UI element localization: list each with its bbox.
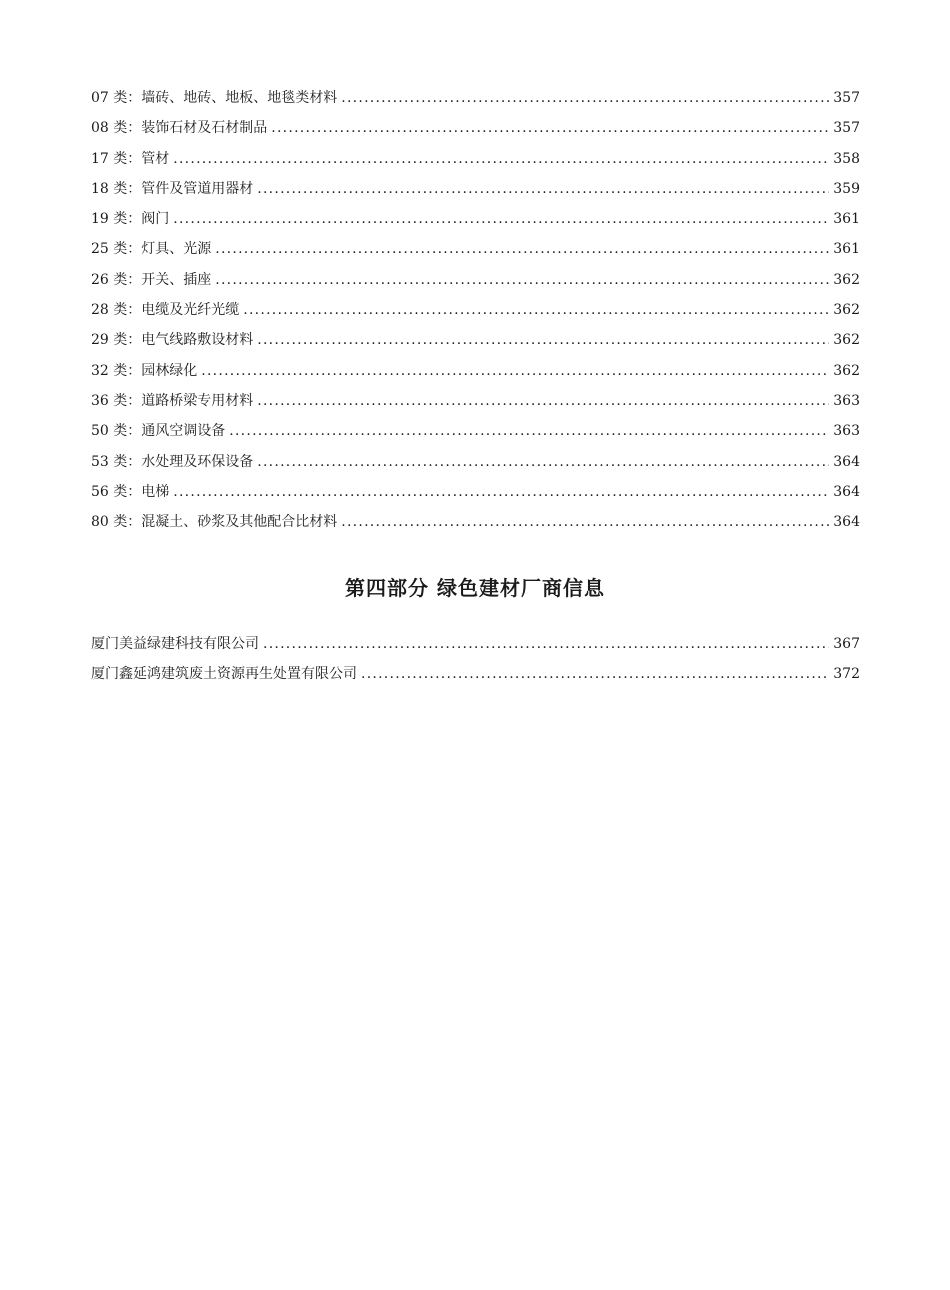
toc-row[interactable] bbox=[91, 116, 860, 146]
dot-leader bbox=[341, 86, 829, 110]
toc-entry-label: 07 类：墙砖、地砖、地板、地毯类材料 bbox=[91, 90, 338, 106]
toc-entry-label: 32 类：园林绿化 bbox=[91, 362, 198, 379]
dot-leader bbox=[173, 480, 829, 504]
toc-page-number: 363 bbox=[833, 423, 860, 440]
toc-entry-label: 08 类：装饰石材及石材制品 bbox=[91, 120, 268, 137]
dot-leader bbox=[215, 237, 829, 261]
toc-page-number: 359 bbox=[833, 180, 860, 197]
toc-row[interactable] bbox=[91, 177, 860, 207]
dot-leader bbox=[257, 389, 829, 413]
toc-entry-label: 80 类：混凝土、砂浆及其他配合比材料 bbox=[91, 514, 338, 531]
dot-leader bbox=[257, 328, 829, 352]
toc-row[interactable] bbox=[91, 86, 860, 116]
toc-page-number: 358 bbox=[833, 150, 860, 167]
toc-row[interactable] bbox=[91, 662, 860, 692]
toc-page-number: 362 bbox=[833, 332, 860, 349]
dot-leader bbox=[257, 177, 829, 201]
dot-leader bbox=[361, 662, 829, 686]
toc-row[interactable] bbox=[91, 419, 860, 449]
toc-row[interactable] bbox=[91, 298, 860, 328]
section-heading-part4: 第四部分 绿色建材厂商信息 bbox=[345, 576, 605, 600]
toc-page-number: 362 bbox=[833, 302, 860, 319]
toc-row[interactable] bbox=[91, 268, 860, 298]
toc-entry-label: 厦门美益绿建科技有限公司 bbox=[91, 636, 259, 652]
dot-leader bbox=[341, 510, 829, 534]
toc-row[interactable] bbox=[91, 480, 860, 510]
toc-row[interactable] bbox=[91, 389, 860, 419]
toc-row[interactable] bbox=[91, 328, 860, 358]
toc-entry-label: 56 类：电梯 bbox=[91, 483, 170, 500]
toc-page-number: 372 bbox=[833, 666, 860, 683]
toc-page-number: 363 bbox=[833, 392, 860, 409]
toc-entry-label: 26 类：开关、插座 bbox=[91, 271, 212, 288]
toc-list-manufacturers bbox=[91, 632, 860, 693]
toc-entry-label: 厦门鑫延鸿建筑废土资源再生处置有限公司 bbox=[91, 666, 357, 683]
toc-row[interactable] bbox=[91, 450, 860, 480]
toc-entry-label: 36 类：道路桥梁专用材料 bbox=[91, 392, 254, 409]
toc-entry-label: 19 类：阀门 bbox=[91, 211, 170, 228]
toc-row[interactable] bbox=[91, 510, 860, 540]
toc-page-number: 361 bbox=[833, 241, 860, 258]
toc-row[interactable] bbox=[91, 147, 860, 177]
toc-page-number: 362 bbox=[833, 271, 860, 288]
toc-list-categories bbox=[91, 86, 860, 540]
toc-entry-label: 17 类：管材 bbox=[91, 150, 170, 167]
toc-page-number: 357 bbox=[833, 120, 860, 137]
toc-row[interactable] bbox=[91, 632, 860, 662]
toc-row[interactable] bbox=[91, 237, 860, 267]
toc-page-number: 357 bbox=[833, 90, 860, 106]
toc-entry-label: 28 类：电缆及光纤光缆 bbox=[91, 302, 240, 319]
dot-leader bbox=[243, 298, 829, 322]
toc-entry-label: 53 类：水处理及环保设备 bbox=[91, 453, 254, 470]
toc-page-number: 364 bbox=[833, 483, 860, 500]
toc-row[interactable] bbox=[91, 207, 860, 237]
dot-leader bbox=[215, 268, 829, 292]
toc-entry-label: 18 类：管件及管道用器材 bbox=[91, 180, 254, 197]
dot-leader bbox=[257, 450, 829, 474]
dot-leader bbox=[263, 632, 829, 656]
dot-leader bbox=[173, 147, 829, 171]
dot-leader bbox=[173, 207, 829, 231]
toc-entry-label: 50 类：通风空调设备 bbox=[91, 423, 226, 440]
toc-page-number: 367 bbox=[833, 636, 860, 652]
toc-entry-label: 29 类：电气线路敷设材料 bbox=[91, 332, 254, 349]
toc-page-number: 361 bbox=[833, 211, 860, 228]
dot-leader bbox=[271, 116, 829, 140]
toc-page-number: 364 bbox=[833, 453, 860, 470]
dot-leader bbox=[201, 359, 829, 383]
toc-row[interactable] bbox=[91, 359, 860, 389]
toc-page-number: 362 bbox=[833, 362, 860, 379]
toc-entry-label: 25 类：灯具、光源 bbox=[91, 241, 212, 258]
dot-leader bbox=[229, 419, 829, 443]
toc-page-number: 364 bbox=[833, 514, 860, 531]
